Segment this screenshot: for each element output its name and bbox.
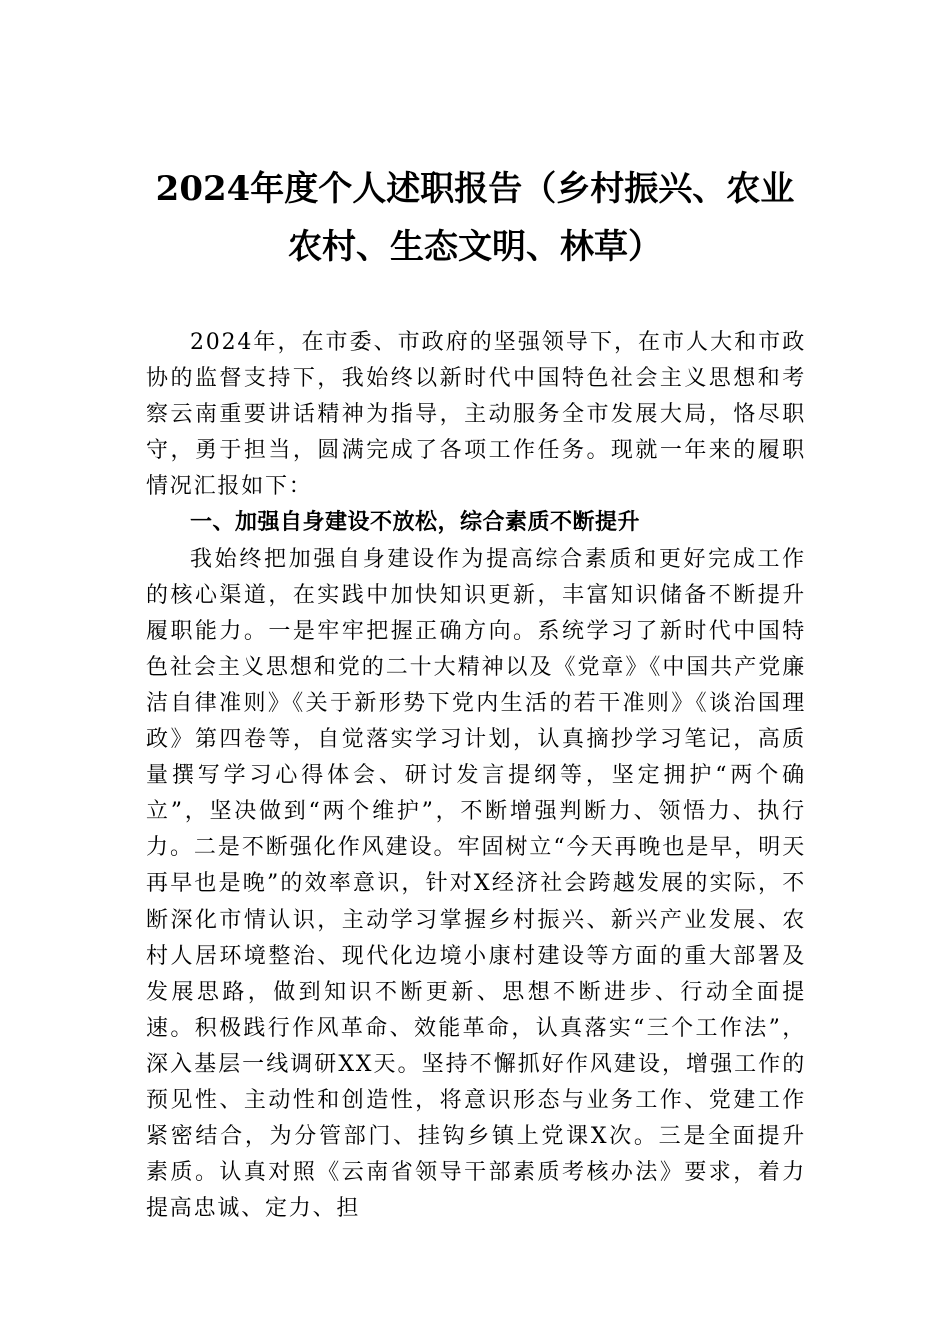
intro-paragraph: 2024年，在市委、市政府的坚强领导下，在市人大和市政协的监督支持下，我始终以新时代中国特色社会主义思想和考察云南重要讲话精神为指导，主动服务全市发展大局，恪尽职守，勇于担当，圆满完成了各项工作任务。现就一年来的履职情况汇报如下： [146, 330, 806, 500]
section-heading: 一、加强自身建设不放松，综合素质不断提升 [190, 510, 641, 536]
document-title [100, 160, 850, 276]
section-paragraph: 我始终把加强自身建设作为提高综合素质和更好完成工作的核心渠道，在实践中加快知识更新，丰富知识储备不断提升履职能力。一是牢牢把握正确方向。系统学习了新时代中国特色社会主义思想和党的二十大精神以及《党章》《中国共产党廉洁自律准则》《关于新形势下党内生活的若干准则》《谈治国理政》第四卷等，自觉落实学习计划，认真摘抄学习笔记，高质量撰写学习心得体会、研讨发言提纲等，坚定拥护“两个确立”，坚决做到“两个维护”，不断增强判断力、领悟力、执行力。二是不断强化作风建设。牢固树立“今天再晚也是早，明天再早也是晚”的效率意识，针对X经济社会跨越发展的实际，不断深化市情认识，主动学习掌握乡村振兴、新兴产业发展、农村人居环境整治、现代化边境小康村建设等方面的重大部署及发展思路，做到知识不断更新、思想不断进步、行动全面提速。积极践行作风革命、效能革命，认真落实“三个工作法”，深入基层一线调研XX天。坚持不懈抓好作风建设，增强工作的预见性、主动性和创造性，将意识形态与业务工作、党建工作紧密结合，为分管部门、挂钩乡镇上党课X次。三是全面提升素质。认真对照《云南省领导干部素质考核办法》要求，着力提高忠诚、定力、担 [146, 546, 806, 1222]
document-body [146, 325, 806, 1227]
title-line-2: 农村、生态文明、林草） [288, 227, 662, 267]
title-line-1: 2024年度个人述职报告（乡村振兴、农业 [155, 169, 795, 209]
